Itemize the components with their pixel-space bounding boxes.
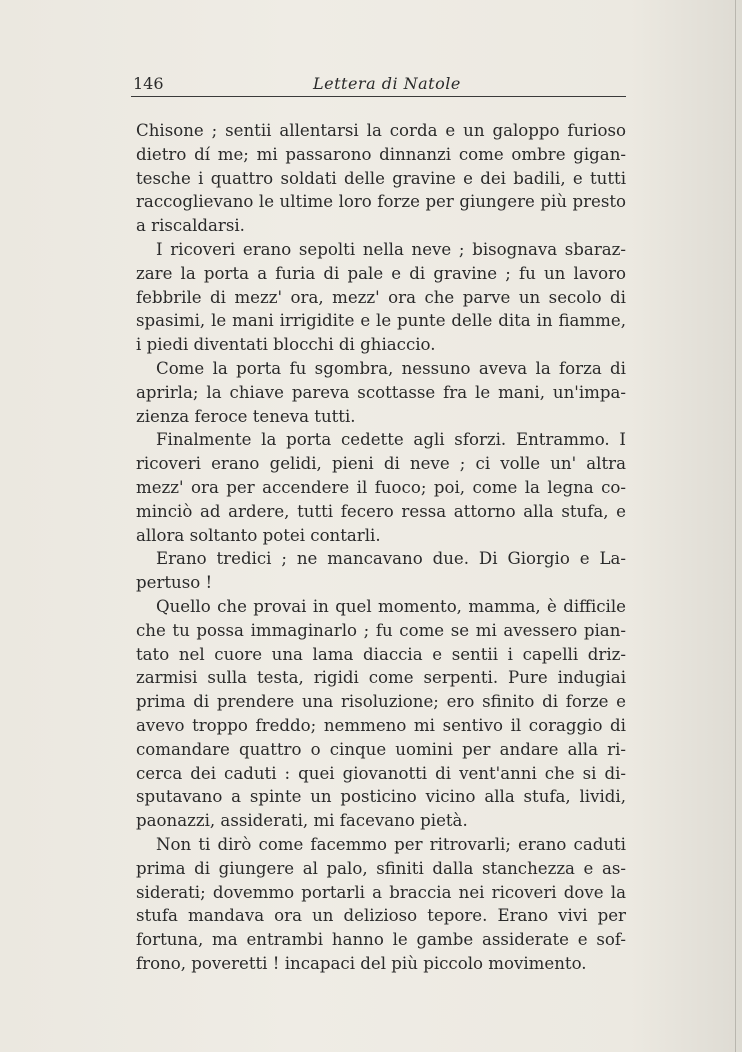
text-line: tato nel cuore una lama diaccia e sentii i capelli driz- xyxy=(136,644,626,664)
page-header xyxy=(131,72,626,97)
text-line: minciò ad ardere, tutti fecero ressa attorno alla stufa, e xyxy=(136,501,626,521)
text-line: dietro dí me; mi passarono dinnanzi come ombre gigan- xyxy=(136,144,626,164)
text-line: ricoveri erano gelidi, pieni di neve ; ci volle un' altra xyxy=(136,454,626,474)
text-line: Come la porta fu sgombra, nessuno aveva la forza di xyxy=(156,358,626,378)
text-line: Quello che provai in quel momento, mamma, è difficile xyxy=(156,596,626,616)
text-line: cerca dei caduti : quei giovanotti di vent'anni che si di- xyxy=(136,763,626,783)
text-line: mezz' ora per accendere il fuoco; poi, come la legna co- xyxy=(136,477,626,497)
text-line: sputavano a spinte un posticino vicino alla stufa, lividi, xyxy=(136,787,626,807)
text-line: I ricoveri erano sepolti nella neve ; bisognava sbaraz- xyxy=(156,239,626,259)
text-line: a riscaldarsi. xyxy=(136,216,245,236)
text-line: tesche i quattro soldati delle gravine e dei badili, e tutti xyxy=(136,168,626,188)
text-line: spasimi, le mani irrigidite e le punte delle dita in fiamme, xyxy=(136,311,626,331)
page-edge xyxy=(735,0,736,1052)
text-line: prima di prendere una risoluzione; ero sfinito di forze e xyxy=(136,692,626,712)
text-line: prima di giungere al palo, sfiniti dalla stanchezza e as- xyxy=(136,858,626,878)
text-line: pertuso ! xyxy=(136,573,213,593)
text-line: allora soltanto potei contarli. xyxy=(136,525,381,545)
text-line: raccoglievano le ultime loro forze per giungere più presto xyxy=(136,192,626,212)
text-line: aprirla; la chiave pareva scottasse fra le mani, un'impa- xyxy=(136,382,626,402)
text-line: zarmisi sulla testa, rigidi come serpenti. Pure indugiai xyxy=(136,668,626,688)
text-line: comandare quattro o cinque uomini per andare alla ri- xyxy=(136,739,626,759)
text-line: avevo troppo freddo; nemmeno mi sentivo il coraggio di xyxy=(136,715,626,735)
text-line: Chisone ; sentii allentarsi la corda e un galoppo furioso xyxy=(136,121,626,140)
text-line: siderati; dovemmo portarli a braccia nei ricoveri dove la xyxy=(136,882,626,902)
text-line: fortuna, ma entrambi hanno le gambe assiderate e sof- xyxy=(136,930,626,950)
text-line: Non ti dirò come facemmo per ritrovarli; erano caduti xyxy=(156,834,626,854)
text-line: i piedi diventati blocchi di ghiaccio. xyxy=(136,335,436,355)
text-line: zienza feroce teneva tutti. xyxy=(136,406,356,426)
text-line: stufa mandava ora un delizioso tepore. Erano vivi per xyxy=(136,906,626,926)
text-line: Finalmente la porta cedette agli sforzi. Entrammo. I xyxy=(156,430,626,450)
running-title: Lettera di Natole xyxy=(313,74,461,93)
body-text xyxy=(136,119,626,976)
text-line: febbrile di mezz' ora, mezz' ora che parve un secolo di xyxy=(136,287,626,307)
text-line: zare la porta a furia di pale e di gravine ; fu un lavoro xyxy=(136,263,626,283)
text-line: frono, poveretti ! incapaci del più piccolo movimento. xyxy=(136,953,587,973)
text-line: che tu possa immaginarlo ; fu come se mi avessero pian- xyxy=(136,620,626,640)
text-line: paonazzi, assiderati, mi facevano pietà. xyxy=(136,811,468,831)
page-number: 146 xyxy=(133,74,164,93)
text-line: Erano tredici ; ne mancavano due. Di Giorgio e La- xyxy=(156,549,626,569)
